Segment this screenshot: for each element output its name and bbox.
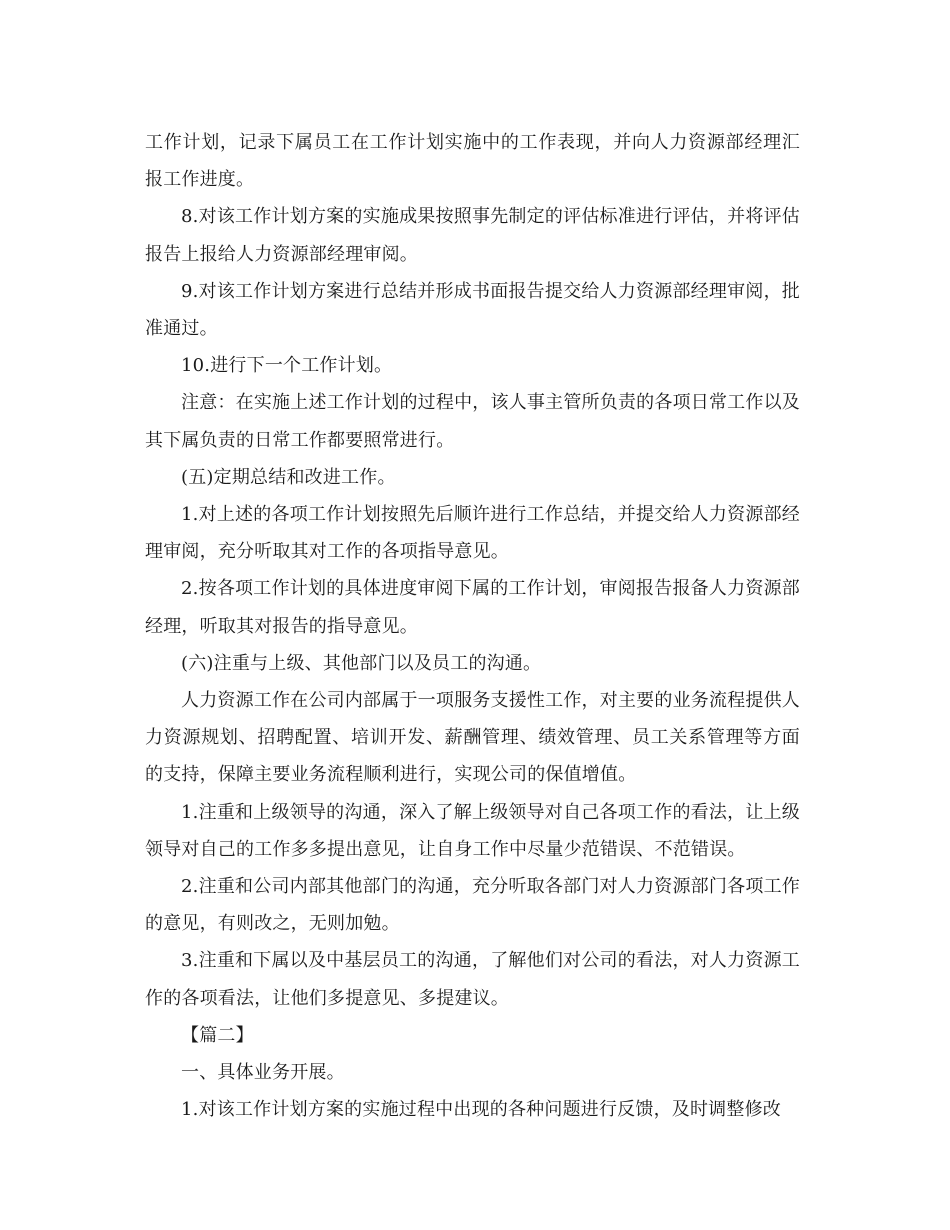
paragraph-5: 注意：在实施上述工作计划的过程中，该人事主管所负责的各项日常工作以及其下属负责的日常工作都要照常进行。 <box>145 392 800 451</box>
document-body <box>145 124 800 1128</box>
section-heading-part-two: 【篇二】 <box>181 1024 254 1046</box>
paragraph-1: 工作计划，记录下属员工在工作计划实施中的工作表现，并向人力资源部经理汇报工作进度。 <box>145 132 800 191</box>
paragraph-13: 3.注重和下属以及中基层员工的沟通，了解他们对公司的看法，对人力资源工作的各项看法，让他们多提意见、多提建议。 <box>145 950 800 1009</box>
paragraph-6: (五)定期总结和改进工作。 <box>181 466 396 488</box>
paragraph-10: 人力资源工作在公司内部属于一项服务支援性工作，对主要的业务流程提供人力资源规划、招聘配置、培训开发、薪酬管理、绩效管理、员工关系管理等方面的支持，保障主要业务流程顺利进行，实现公司的保值增值。 <box>145 690 800 786</box>
paragraph-7: 1.对上述的各项工作计划按照先后顺许进行工作总结，并提交给人力资源部经理审阅，充分听取其对工作的各项指导意见。 <box>145 504 800 563</box>
paragraph-4: 10.进行下一个工作计划。 <box>181 355 393 377</box>
paragraph-8: 2.按各项工作计划的具体进度审阅下属的工作计划，审阅报告报备人力资源部经理，听取其对报告的指导意见。 <box>145 578 800 637</box>
paragraph-11: 1.注重和上级领导的沟通，深入了解上级领导对自己各项工作的看法，让上级领导对自己的工作多多提出意见，让自身工作中尽量少范错误、不范错误。 <box>145 801 800 860</box>
paragraph-16: 1.对该工作计划方案的实施过程中出现的各种问题进行反馈，及时调整修改 <box>181 1099 781 1121</box>
paragraph-9: (六)注重与上级、其他部门以及员工的沟通。 <box>181 652 542 674</box>
paragraph-2: 8.对该工作计划方案的实施成果按照事先制定的评估标准进行评估，并将评估报告上报给人力资源部经理审阅。 <box>145 206 800 265</box>
subsection-heading: 一、具体业务开展。 <box>181 1062 345 1084</box>
paragraph-12: 2.注重和公司内部其他部门的沟通，充分听取各部门对人力资源部门各项工作的意见，有则改之，无则加勉。 <box>145 876 800 935</box>
paragraph-3: 9.对该工作计划方案进行总结并形成书面报告提交给人力资源部经理审阅，批准通过。 <box>145 280 800 340</box>
